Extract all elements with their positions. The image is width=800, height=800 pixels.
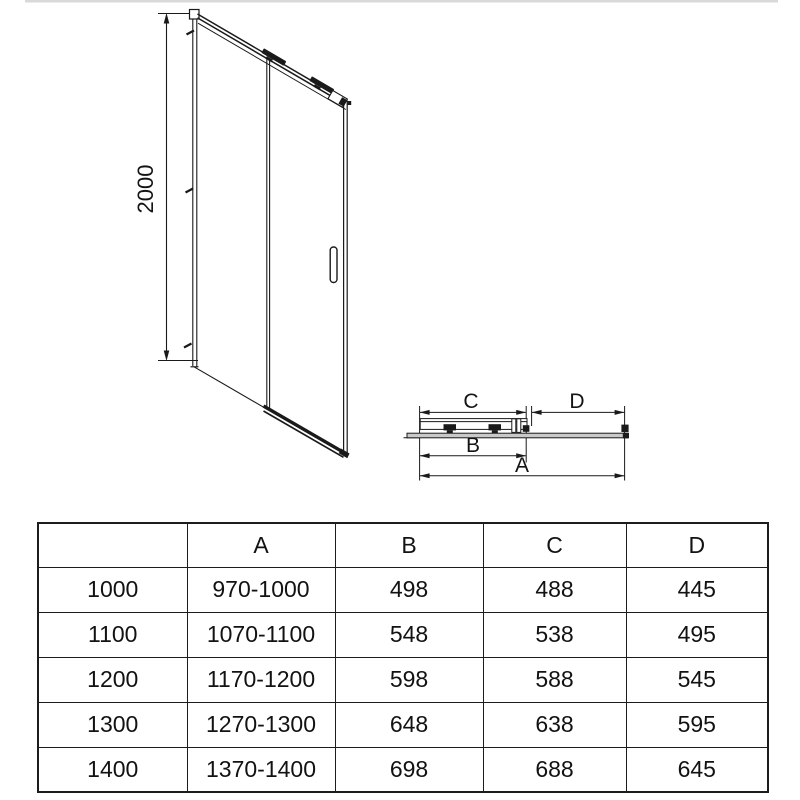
height-dimension (133, 13, 198, 361)
cell-c: 688 (483, 747, 626, 792)
dimension-d (532, 390, 625, 415)
dim-label-d: D (569, 390, 585, 413)
cell-a: 1370-1400 (187, 747, 335, 792)
cell-b: 648 (335, 702, 483, 747)
cell-d: 595 (626, 702, 768, 747)
cell-c: 638 (483, 702, 626, 747)
front-view-drawing (133, 10, 351, 459)
roller-carriage-icon (260, 48, 287, 68)
glass-end-cap (623, 433, 628, 439)
dim-label-c: C (463, 390, 479, 413)
door-handle-icon (330, 247, 337, 283)
size-table (37, 522, 769, 793)
cell-d: 645 (626, 747, 768, 792)
height-dimension-label: 2000 (133, 164, 158, 214)
table-row (38, 567, 768, 612)
dim-label-b: B (465, 434, 481, 457)
cell-b: 698 (335, 747, 483, 792)
top-divider-line (25, 0, 778, 3)
cell-b: 548 (335, 612, 483, 657)
cell-d: 445 (626, 567, 768, 612)
glass-panels (194, 58, 270, 410)
cell-a: 1270-1300 (187, 702, 335, 747)
wall-profile (184, 10, 199, 368)
size-table-header-row (38, 523, 768, 567)
cell-b: 598 (335, 657, 483, 702)
wall-bracket-icon (621, 425, 628, 432)
bottom-rail (264, 406, 350, 458)
table-row (38, 612, 768, 657)
arrow-down-icon (164, 351, 170, 362)
track-end-bracket (328, 91, 347, 108)
cell-size: 1100 (38, 612, 187, 657)
header-size (38, 523, 187, 567)
track-end-cap (523, 425, 530, 432)
plan-view-drawing (404, 390, 629, 481)
dim-label-a: A (514, 454, 530, 477)
cell-size: 1000 (38, 567, 187, 612)
cell-a: 1070-1100 (187, 612, 335, 657)
cell-size: 1400 (38, 747, 187, 792)
fixed-panel-bottom-edge (194, 367, 268, 410)
wall-fixing-tick-icon (184, 344, 192, 348)
header-c: C (483, 523, 626, 567)
dimension-c (420, 390, 527, 415)
table-row (38, 747, 768, 792)
plan-roller-icon (489, 424, 502, 434)
header-a: A (187, 523, 335, 567)
plan-roller-icon (444, 424, 457, 434)
cell-b: 498 (335, 567, 483, 612)
seal-profile (517, 419, 521, 433)
cell-size: 1300 (38, 702, 187, 747)
door-leading-edge (344, 99, 352, 454)
cell-c: 538 (483, 612, 626, 657)
table-row (38, 702, 768, 747)
cell-c: 588 (483, 657, 626, 702)
header-d: D (626, 523, 768, 567)
cell-d: 495 (626, 612, 768, 657)
cell-a: 970-1000 (187, 567, 335, 612)
dimension-a (420, 454, 625, 478)
seal-profile (512, 419, 516, 433)
cell-a: 1170-1200 (187, 657, 335, 702)
header-b: B (335, 523, 483, 567)
table-row (38, 657, 768, 702)
cell-c: 488 (483, 567, 626, 612)
plan-track-assembly (420, 419, 529, 434)
arrow-up-icon (164, 13, 170, 24)
cell-d: 545 (626, 657, 768, 702)
top-track (198, 14, 348, 110)
cell-size: 1200 (38, 657, 187, 702)
wall-fixing-tick-icon (186, 189, 194, 193)
